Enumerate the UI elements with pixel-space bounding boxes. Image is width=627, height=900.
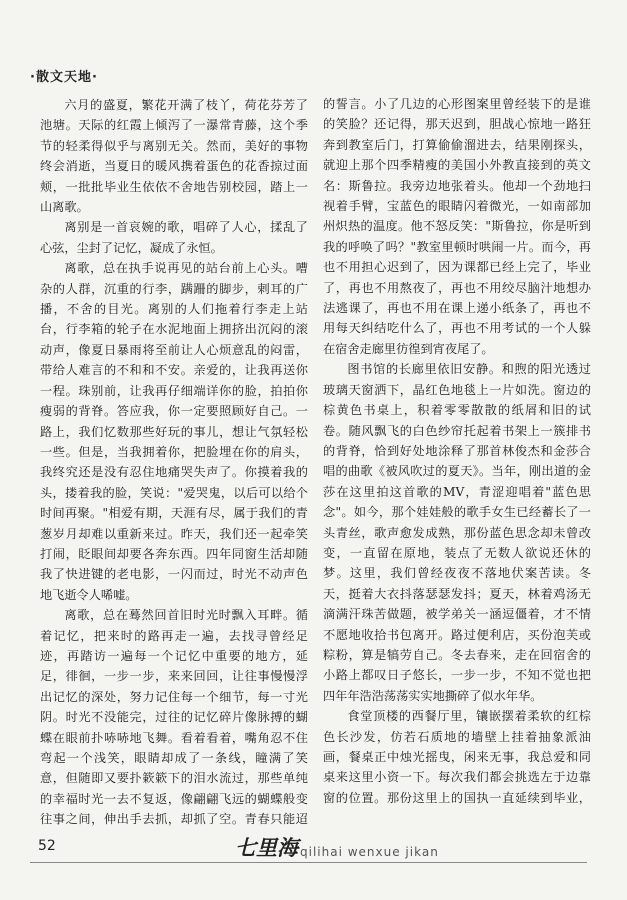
paragraph: 离歌，总在执手说再见的站台前上心头。嘈杂的人群，沉重的行李，蹒跚的脚步，剌耳的广播，不舍的目光。离别的人们拖着行李走上站台，行李箱的轮子在水泥地面上拥挤出沉闷的滚动声，像夏日暴雨将至前让人心烦意乱的闷雷，带给人难言的不和和不安。亲爱的，让我再送你一程。珠别前，让我再仔细端详你的脸，拍拍你瘦弱的背脊。答应我，你一定要照顾好自己。一路上，我们忆数那些好玩的事儿，想让气氛轻松一些。但是，当我拥着你，把脸埋在你的肩头，我终究还是没有忍住地痛哭失声了。你摸着我的头，搂着我的脸，笑说："爱哭鬼，以后可以给个时间再聚。"相爱有期，天涯有尽，属于我们的青葱岁月却难以重新来过。昨天，我们还一起牵笑打闹，眨眼间却要各奔东西。四年同窗生活却随我了快进键的老电影，一闪而过，时光不动声色地飞逝令人唏嘘。 <box>40 261 308 602</box>
journal-logo: 七里海 <box>235 835 298 860</box>
page-number: 52 <box>38 838 56 854</box>
left-column <box>40 95 308 830</box>
footer-divider <box>30 862 587 863</box>
paragraph: 离别是一首哀婉的歌，唱碎了人心，揉乱了心弦，尘封了记忆，凝成了永恒。 <box>40 220 308 255</box>
paragraph: 的誓言。小了几边的心形图案里曾经装下的是谁的笑脸？还记得，那天迟到，胆战心惊地一路狂奔到教室后门，打算偷偷溜进去，结果刚探头，就迎上那个四季精瘦的美国小外教直接到的英文名：斯鲁拉。我旁边地张着头。他却一个劲地扫视着手臂，宝蓝色的眼睛闪着微光，一如南部加州炽热的温度。他不怒反笑："斯鲁拉，你是听到我的呼唤了吗？"教室里顿时哄闹一片。而今，再也不用担心迟到了，因为课都已经上完了，毕业了，再也不用熬夜了，再也不用绞尽脑汁地想办法逃课了，再也不用在课上递小纸条了，再也不用每天纠结吃什么了，再也不用考试的一个人躲在宿舍走廊里彷徨到宵夜尾了。 <box>323 97 591 356</box>
paragraph: 图书馆的长廊里依旧安静。和煦的阳光透过玻璃天窗洒下，晶红色地毯上一片如洗。窗边的棕黄色书桌上，积着零零散散的纸屑和旧的试卷。随风飘飞的白色纱帘托起着书架上一簇排书的背脊，恰到好处地涂释了那首林俊杰和金莎合唱的曲歌《被风吹过的夏天》。当年，刚出道的金莎在这里拍这首歌的MV，青涩迎唱着"蓝色思念"。如今，那个娃娃般的歌手女生已经蓄长了一头青丝，歌声愈发成熟，那份蓝色思念却未曾改变，一直留在原地，装点了无数人欲说还休的梦。这里，我们曾经夜夜不落地伏案苦读。冬天，挺着大衣抖落瑟瑟发抖；夏天，林着鸡汤无滴满汗珠苦做题，被学弟关一涵逗僵着，才不情不愿地收拾书包离开。路过便利店，买份泡芙或粽粉，算是犒劳自己。冬去春来，走在回宿舍的小路上都叹日子悠长，一步一步，不知不觉也把四年年浩浩荡荡实实地撕碎了似水年华。 <box>323 362 591 703</box>
paragraph: 食堂顶楼的西餐厅里，镶嵌摆着柔软的红棕色长沙发，仿若石质地的墙壁上挂着抽象派油画，餐桌正中烛光摇曳，闲来无事，我总爱和同桌来这里小资一下。每次我们都会挑选左于边靠窗的位置。那份这里上的国执一直延续到毕业， <box>323 709 591 805</box>
journal-logo-pinyin: qilihai wenxue jikan <box>300 845 439 859</box>
right-column <box>323 94 591 806</box>
paragraph: 离歌，总在蓦然回首旧时光时飘入耳畔。循着记忆，把来时的路再走一遍，去找寻曾经足迹，再踏访一遍每一个记忆中重要的地方，延足，徘徊，一步一步，来来回回，让往事慢慢浮出记忆的深处，努力记住每一个细节，每一寸光阴。时光不没能完，过往的记忆碎片像脉搏的蝴蝶在眼前扑哧哧地飞舞。看着看着，嘴角忍不住弯起一个浅笑，眼睛却成了一条线，瞳满了笑意，但随即又要扑簌簌下的泪水流过，那些单纯的幸福时光一去不复返，像翩翩飞远的蝴蝶般变往事之间，伸出手去抓，却抓了空。青春只能迢 <box>40 608 308 827</box>
section-tag: ·散文天地· <box>30 70 98 85</box>
paragraph: 六月的盛夏，繁花开满了枝丫，荷花芬芳了池塘。天际的红霞上倾泻了一瀑常青藤，这个季节的轻柔得似乎与离别无关。然而，美好的事物终会消逝，当夏日的暖风携着蛋色的花香掠过面颊，一批批毕业生依依不舍地告别校园，踏上一山离歌。 <box>40 98 308 215</box>
